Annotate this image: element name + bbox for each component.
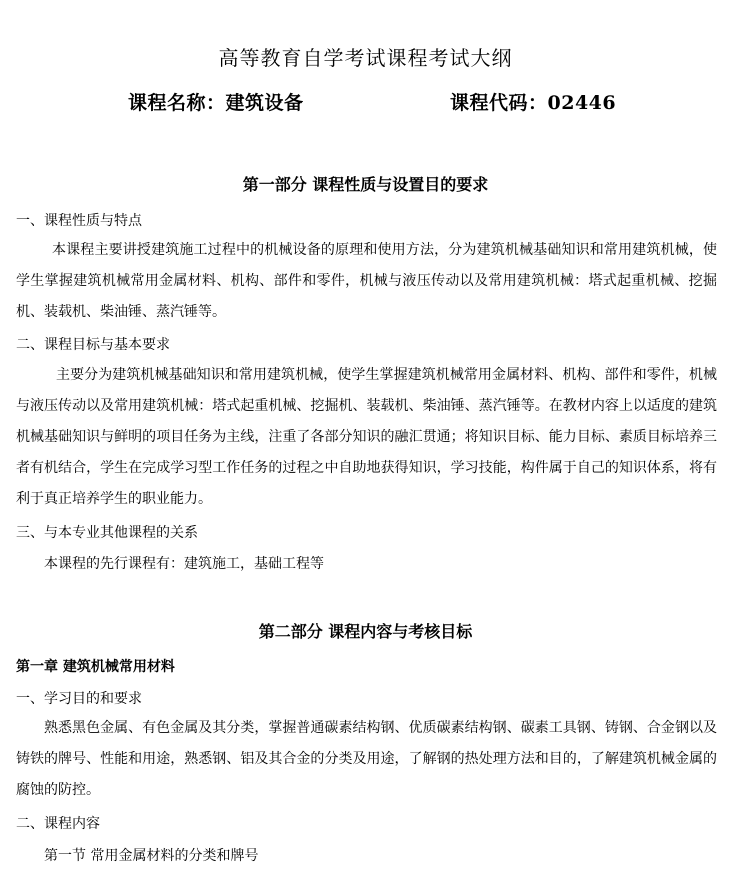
part1-section2-title: 二、课程目标与基本要求 [16,337,170,353]
part2-section1-text: 熟悉黑色金属、有色金属及其分类，掌握普通碳素结构钢、优质碳素结构钢、碳素工具钢、铸钢、合金钢以及铸铁的牌号、性能和用途，熟悉钢、铝及其合金的分类及用途，了解钢的热处理方法和目的，了解建筑机械金属的腐蚀的防控。 [16,720,717,798]
part2-section2-title: 二、课程内容 [16,816,100,832]
chapter1-title: 第一章 建筑机械常用材料 [16,659,175,675]
part1-section1-title: 一、课程性质与特点 [16,213,142,229]
part1-section2-text: 主要分为建筑机械基础知识和常用建筑机械，使学生掌握建筑机械常用金属材料、机构、部件和零件，机械与液压传动以及常用建筑机械：塔式起重机械、挖掘机、装载机、柴油锤、蒸汽锤等。在教材内容上以适度的建筑机械基础知识与鲜明的项目任务为主线，注重了各部分知识的融汇贯通；将知识目标、能力目标、素质目标培养三者有机结合，学生在完成学习型工作任务的过程之中自助地获得知识，学习技能，构件属于自己的知识体系，将有利于真正培养学生的职业能力。 [16,367,717,507]
course-code: 课程代码：02446 [450,92,617,114]
course-name: 课程名称：建筑设备 [128,92,304,114]
lesson1-title: 第一节 常用金属材料的分类和牌号 [44,848,259,864]
part1-heading: 第一部分 课程性质与设置目的要求 [242,175,489,194]
part2-heading: 第二部分 课程内容与考核目标 [258,622,473,641]
document-title: 高等教育自学考试课程考试大纲 [218,46,513,70]
part1-section1-text: 本课程主要讲授建筑施工过程中的机械设备的原理和使用方法，分为建筑机械基础知识和常用建筑机械，使学生掌握建筑机械常用金属材料、机构、部件和零件，机械与液压传动以及常用建筑机械：塔式起重机械、挖掘机、装载机、柴油锤、蒸汽锤等。 [16,242,717,320]
part1-section3-text: 本课程的先行课程有：建筑施工，基础工程等 [44,556,324,572]
part2-section1-title: 一、学习目的和要求 [16,691,142,707]
part1-section3-title: 三、与本专业其他课程的关系 [16,525,198,541]
